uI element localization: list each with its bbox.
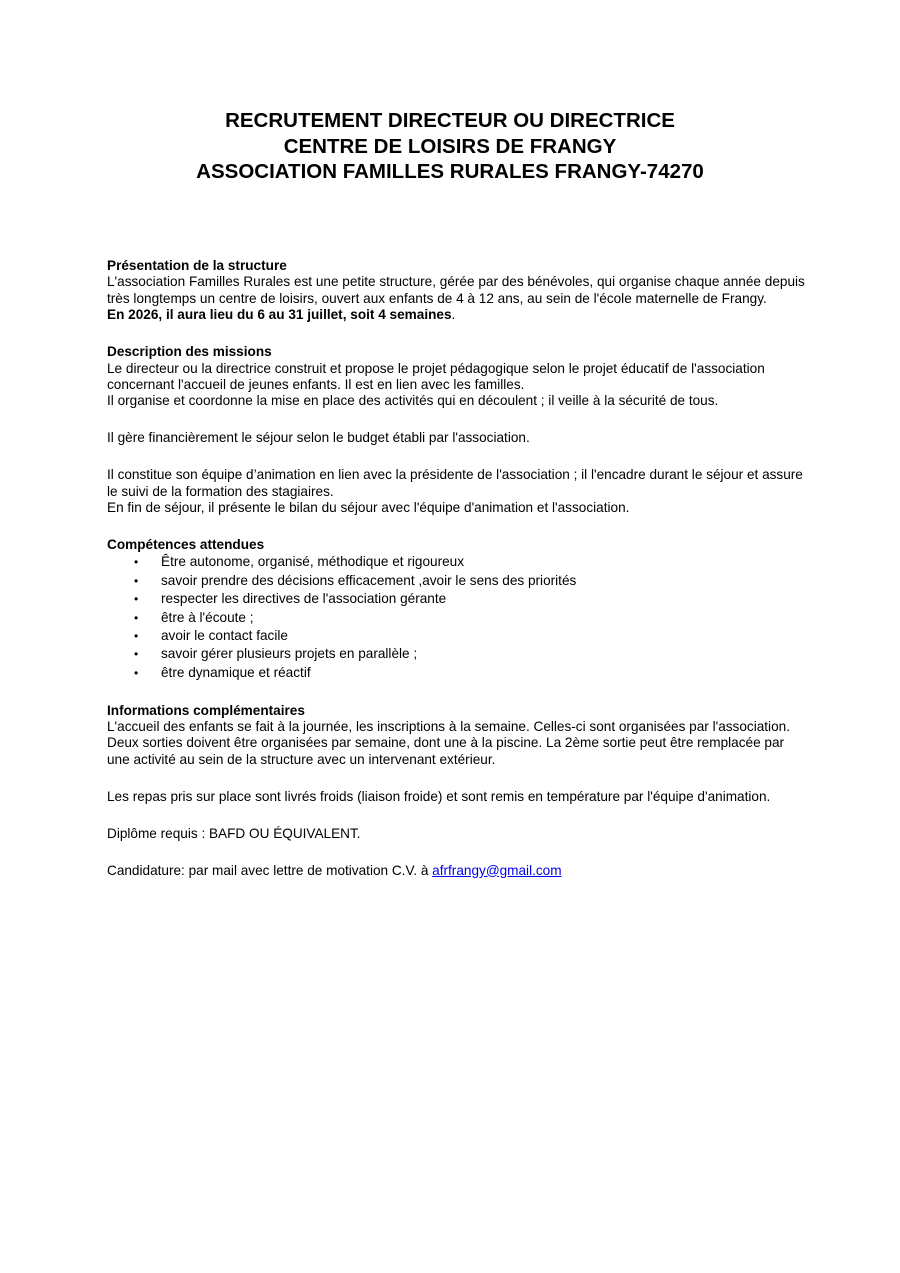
skill-text: être dynamique et réactif <box>161 664 311 680</box>
info-paragraph-1: L'accueil des enfants se fait à la journée, les inscriptions à la semaine. Celles-ci sont organisées par l'association. Deux sorties doivent être organisées par semaine, dont une à la piscine. La 2ème sortie peut être remplacée par une activité au sein de la structure avec un intervenant extérieur. <box>107 719 790 767</box>
missions-paragraph-3: Il gère financièrement le séjour selon le budget établi par l'association. <box>107 430 530 446</box>
bullet-icon: • <box>134 555 139 570</box>
missions-title: Description des missions <box>107 344 272 360</box>
list-item <box>107 645 807 663</box>
diploma-requirement: Diplôme requis : BAFD OU ÉQUIVALENT. <box>107 825 361 841</box>
document-header <box>0 108 900 185</box>
info-section <box>107 703 807 879</box>
document-body <box>107 258 807 879</box>
list-item <box>107 590 807 608</box>
presentation-dates <box>107 307 807 323</box>
info-paragraph-2: Les repas pris sur place sont livrés froids (liaison froide) et sont remis en température par l'équipe d'animation. <box>107 788 771 804</box>
missions-paragraph-2: Il organise et coordonne la mise en place des activités qui en découlent ; il veille à la sécurité de tous. <box>107 393 719 409</box>
header-title-line-1: RECRUTEMENT DIRECTEUR OU DIRECTRICE <box>225 109 675 132</box>
skills-title: Compétences attendues <box>107 536 265 552</box>
missions-paragraph-1: Le directeur ou la directrice construit et propose le projet pédagogique selon le projet éducatif de l'association concernant l'accueil de jeunes enfants. Il est en lien avec les familles. <box>107 360 765 392</box>
bullet-icon: • <box>134 628 139 643</box>
list-item <box>107 664 807 682</box>
skill-text: savoir gérer plusieurs projets en parallèle ; <box>161 646 418 662</box>
bullet-icon: • <box>134 647 139 662</box>
list-item <box>107 572 807 590</box>
presentation-title: Présentation de la structure <box>107 258 287 273</box>
bullet-icon: • <box>134 573 139 588</box>
missions-paragraph-5: En fin de séjour, il présente le bilan du séjour avec l'équipe d'animation et l'association. <box>107 499 630 515</box>
list-item <box>107 553 807 571</box>
skill-text: savoir prendre des décisions efficacement ,avoir le sens des priorités <box>161 572 577 588</box>
email-link[interactable]: afrfrangy@gmail.com <box>432 862 562 878</box>
missions-paragraph-4: Il constitue son équipe d’animation en lien avec la présidente de l'association ; il l'encadre durant le séjour et assure le suivi de la formation des stagiaires. <box>107 467 803 499</box>
presentation-dates-end: . <box>451 307 456 323</box>
header-title-line-2: CENTRE DE LOISIRS DE FRANGY <box>283 134 617 158</box>
presentation-text: L'association Familles Rurales est une petite structure, gérée par des bénévoles, qui organise chaque année depuis très longtemps un centre de loisirs, ouvert aux enfants de 4 à 12 ans, au sein de l'école maternelle de Frangy. <box>107 274 805 306</box>
list-item <box>107 627 807 645</box>
bullet-icon: • <box>134 592 139 607</box>
skill-text: respecter les directives de l'association gérante <box>161 591 447 607</box>
skills-list <box>107 553 807 682</box>
missions-section <box>107 344 807 516</box>
application-text: Candidature: par mail avec lettre de motivation C.V. à <box>107 862 433 878</box>
skill-text: avoir le contact facile <box>161 627 288 643</box>
list-item <box>107 609 807 627</box>
bullet-icon: • <box>134 610 139 625</box>
presentation-section <box>107 258 807 324</box>
bullet-icon: • <box>134 665 139 680</box>
header-title-line-3: ASSOCIATION FAMILLES RURALES FRANGY-74270 <box>196 160 704 183</box>
skills-section <box>107 537 807 682</box>
application-line <box>107 863 807 879</box>
skill-text: Être autonome, organisé, méthodique et rigoureux <box>161 554 465 570</box>
presentation-dates-bold: En 2026, il aura lieu du 6 au 31 juillet, soit 4 semaines <box>107 307 452 323</box>
info-title: Informations complémentaires <box>107 702 305 718</box>
skill-text: être à l'écoute ; <box>161 609 254 625</box>
